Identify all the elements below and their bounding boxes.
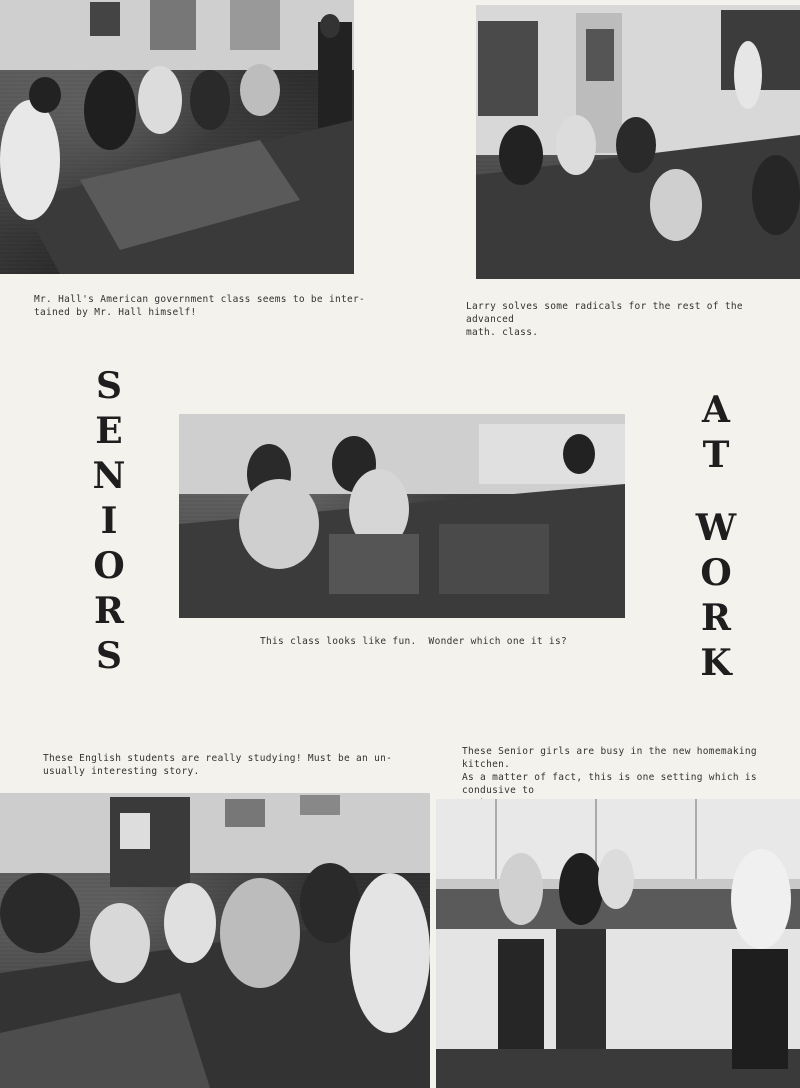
photo-english-class [0,793,430,1088]
headline-letter: E [95,410,123,452]
headline-letter: T [702,434,730,476]
headline-letter: K [700,642,732,684]
headline-letter [694,478,738,506]
caption-english: These English students are really studying! Must be an un- usually interesting story. [43,753,393,777]
headline-letter: S [96,635,122,677]
photo-math-class [476,5,800,279]
caption-homemaking: These Senior girls are busy in the new homemaking kitchen. As a matter of fact, this is one setting which is condusive to [462,746,757,796]
headline-letter: O [93,545,125,587]
photo-center-class [179,414,625,618]
headline-letter: W [695,507,737,549]
caption-center: This class looks like fun. Wonder which one it is? [260,636,567,647]
headline-letter: A [702,389,730,431]
headline-letter: N [92,455,126,497]
headline-at-work [694,388,738,686]
headline-letter: S [96,365,122,407]
headline-letter: R [94,590,124,632]
headline-letter: I [100,500,118,542]
photo-homemaking-kitchen [436,799,800,1088]
photo-government-class [0,0,354,274]
headline-letter: R [701,597,731,639]
headline-seniors [87,364,131,679]
caption-math: Larry solves some radicals for the rest of the advanced math. class. [466,301,743,338]
caption-government: Mr. Hall's American government class seems to be inter- tained by Mr. Hall himself! [34,294,366,318]
headline-letter: O [700,552,732,594]
